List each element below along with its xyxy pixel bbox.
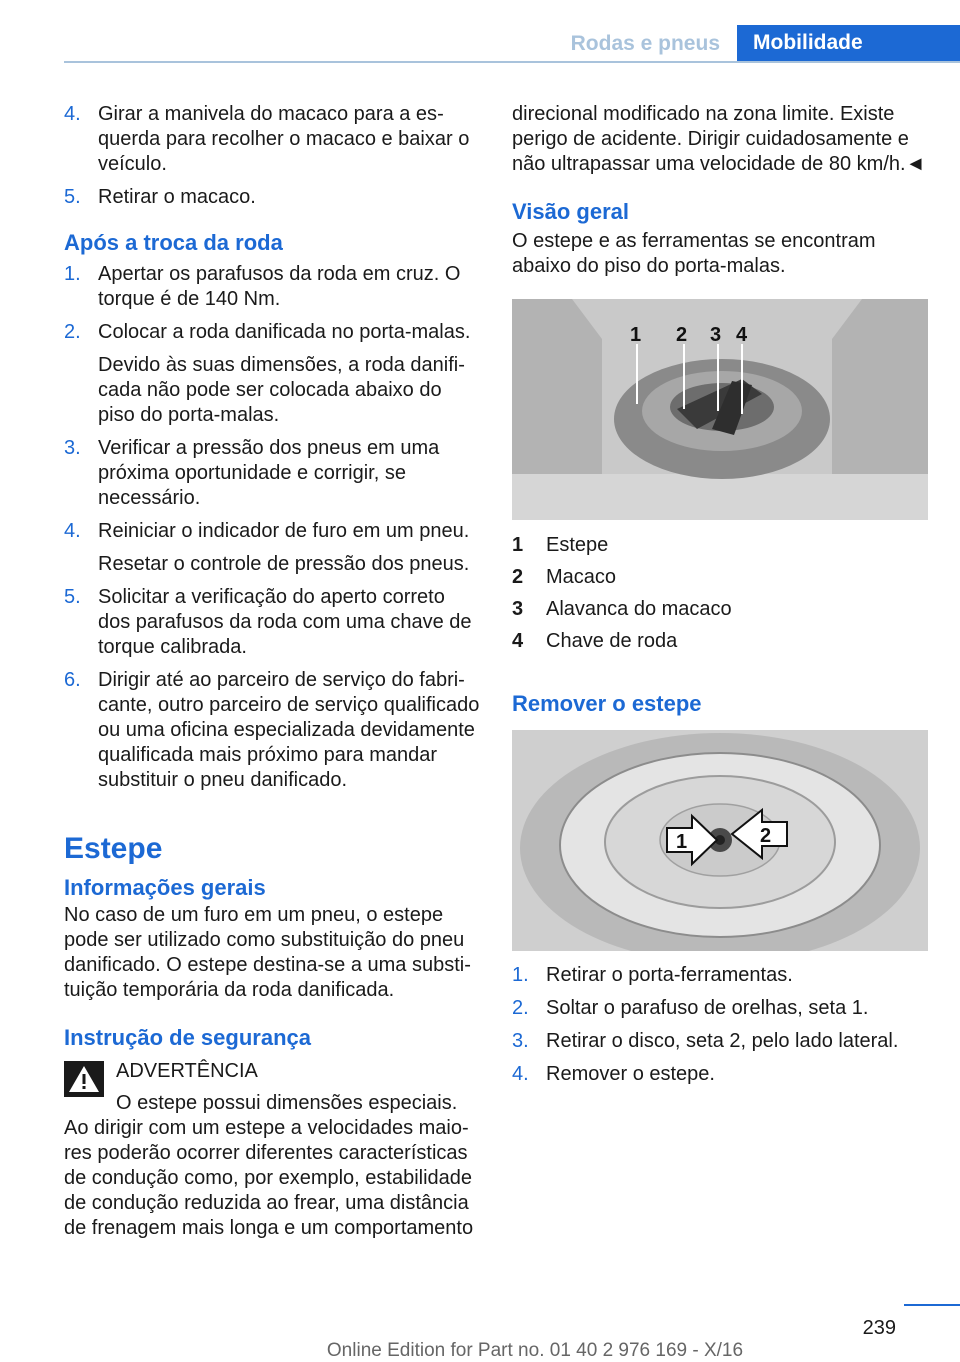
list-item: [64, 585, 480, 660]
step-number: 4.: [512, 1063, 529, 1085]
warning-continued-text: direcional modificado na zona limite. Existe perigo de acidente. Dirigir cuidadosamente e não ultrapassar uma velocidade de 80 km/h.◄: [512, 103, 926, 175]
legend-value: Macaco: [546, 566, 617, 588]
legend-key: 3: [512, 598, 524, 620]
step-number: 6.: [64, 669, 81, 691]
remove-spare-illustration: [512, 730, 928, 951]
step-subtext: Devido às suas dimensões, a roda danificada não pode ser colocada abaixo do piso do porta-malas.: [98, 354, 465, 426]
steps-after-change: [64, 262, 480, 793]
figure-legend: [512, 533, 928, 654]
steps-lower-jack: [64, 102, 480, 210]
step-text: Girar a manivela do macaco para a esquerda para recolher o macaco e baixar o veículo.: [98, 103, 470, 175]
chapter-tab: Mobilidade: [737, 25, 960, 61]
warning-lead: O estepe possui dimensões especiais.: [116, 1092, 458, 1114]
section-title: Rodas e pneus: [570, 32, 720, 55]
remove-spare-heading: Remover o estepe: [512, 691, 702, 716]
legend-value: Chave de roda: [546, 630, 678, 652]
step-text: Verificar a pressão dos pneus em uma próxima oportunidade e corrigir, se necessário.: [98, 437, 440, 509]
trunk-tools-illustration: [512, 299, 928, 520]
warning-text: Ao dirigir com um estepe a velocidades maiores poderão ocorrer diferentes características de condução como, por exemplo, estabilidade de condução reduzida ao frear, uma distância de frenagem mais longa e um comportamento: [64, 1117, 474, 1239]
list-item: [64, 436, 480, 511]
right-column: [512, 102, 928, 1095]
warning-triangle-icon: [64, 1061, 104, 1097]
fig2-label: 1: [676, 831, 688, 853]
warning-label: ADVERTÊNCIA: [116, 1060, 258, 1082]
page-number: 239: [862, 1317, 896, 1339]
step-text: Colocar a roda danificada no porta-malas.: [98, 321, 471, 343]
steps-remove-spare: [512, 963, 928, 1087]
step-number: 5.: [64, 186, 81, 208]
list-item: [64, 320, 480, 428]
list-item: [512, 996, 928, 1021]
list-item: [64, 185, 480, 210]
step-number: 2.: [512, 997, 529, 1019]
fig1-label: 2: [676, 324, 688, 346]
list-item: [64, 262, 480, 312]
step-text: Retirar o macaco.: [98, 186, 256, 208]
step-text: Apertar os parafusos da roda em cruz. O torque é de 140 Nm.: [98, 263, 461, 310]
fig2-label: 2: [760, 825, 772, 847]
list-item: [512, 963, 928, 988]
page-header: [0, 0, 960, 64]
remove-spare-figure: [512, 730, 928, 951]
header-rule: [64, 61, 960, 63]
step-number: 3.: [64, 437, 81, 459]
step-text: Solicitar a verificação do aperto correto dos parafusos da roda com uma chave de torque calibrada.: [98, 586, 472, 658]
legend-key: 4: [512, 630, 524, 652]
overview-heading: Visão geral: [512, 199, 629, 224]
spare-wheel-heading: Estepe: [64, 832, 163, 865]
legend-key: 2: [512, 566, 524, 588]
overview-text: O estepe e as ferramentas se encontram abaixo do piso do porta-malas.: [512, 230, 876, 277]
left-column: [64, 102, 480, 1241]
step-number: 4.: [64, 520, 81, 542]
legend-value: Estepe: [546, 534, 609, 556]
trunk-tools-figure: [512, 299, 928, 520]
fig1-label: 4: [736, 324, 748, 346]
after-change-heading: Após a troca da roda: [64, 230, 283, 255]
step-number: 2.: [64, 321, 81, 343]
legend-value: Alavanca do macaco: [546, 598, 732, 620]
step-text: Retirar o porta-ferramentas.: [546, 964, 793, 986]
step-number: 3.: [512, 1030, 529, 1052]
list-item: [512, 1029, 928, 1054]
fig1-label: 1: [630, 324, 642, 346]
step-number: 4.: [64, 103, 81, 125]
step-text: Retirar o disco, seta 2, pelo lado lateral.: [546, 1030, 899, 1052]
list-item: [64, 668, 480, 793]
list-item: [512, 1062, 928, 1087]
step-number: 1.: [512, 964, 529, 986]
edition-footer: Online Edition for Part no. 01 40 2 976 169 - X/16: [326, 1340, 744, 1361]
step-text: Remover o estepe.: [546, 1063, 715, 1085]
step-number: 1.: [64, 263, 81, 285]
step-subtext: Resetar o controle de pressão dos pneus.: [98, 553, 470, 575]
list-item: [64, 519, 480, 577]
step-number: 5.: [64, 586, 81, 608]
general-info-text: No caso de um furo em um pneu, o estepe pode ser utilizado como substituição do pneu danificado. O estepe destina-se a uma substituição temporária da roda danificada.: [64, 904, 471, 1001]
step-text: Soltar o parafuso de orelhas, seta 1.: [546, 997, 869, 1019]
footer-rule: [904, 1304, 960, 1306]
fig1-label: 3: [710, 324, 722, 346]
step-text: Reiniciar o indicador de furo em um pneu.: [98, 520, 470, 542]
list-item: [64, 102, 480, 177]
step-text: Dirigir até ao parceiro de serviço do fabricante, outro parceiro de serviço qualificado ou uma oficina especializada devidamente qualificada mais próximo para mandar substituir o pneu danificado.: [98, 669, 480, 791]
legend-key: 1: [512, 534, 524, 556]
general-info-heading: Informações gerais: [64, 875, 266, 900]
warning-block: [64, 1059, 480, 1241]
safety-heading: Instrução de segurança: [64, 1025, 311, 1050]
